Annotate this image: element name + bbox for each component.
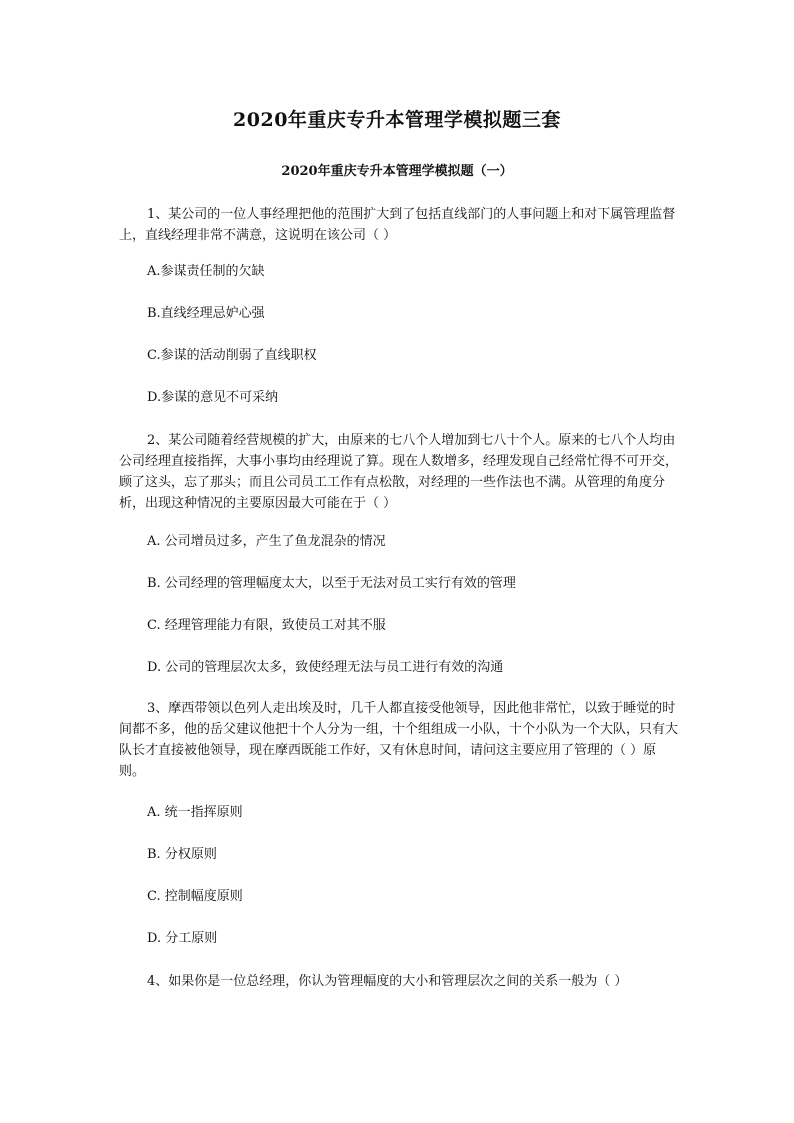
question-3-option-b: B. 分权原则: [147, 847, 217, 862]
document-title: 2020年重庆专升本管理学模拟题三套: [233, 109, 561, 131]
question-3-option-a: A. 统一指挥原则: [147, 805, 243, 820]
question-2-option-a: A. 公司增员过多，产生了鱼龙混杂的情况: [147, 534, 386, 549]
question-4: 4、如果你是一位总经理，你认为管理幅度的大小和管理层次之间的关系一般为（ ）: [147, 974, 628, 989]
question-1-option-d: D.参谋的意见不可采纳: [147, 390, 279, 405]
question-3-option-c: C. 控制幅度原则: [147, 889, 243, 904]
section-subtitle: 2020年重庆专升本管理学模拟题（一）: [281, 164, 513, 179]
question-2-option-b: B. 公司经理的管理幅度太大，以至于无法对员工实行有效的管理: [147, 576, 516, 591]
question-2: 2、某公司随着经营规模的扩大，由原来的七八个人增加到七八十个人。原来的七八个人均由公司经理直接指挥，大事小事均由经理说了算。现在人数增多，经理发现自己经常忙得不可开交，顾了这头，忘了那头；而且公司员工工作有点松散，对经理的一些作法也不满。从管理的角度分析，出现这种情况的主要原因最大可能在于（ ）: [119, 433, 679, 511]
question-2-option-d: D. 公司的管理层次太多，致使经理无法与员工进行有效的沟通: [147, 660, 504, 675]
question-2-option-c: C. 经理管理能力有限，致使员工对其不服: [147, 618, 386, 633]
question-3-option-d: D. 分工原则: [147, 931, 218, 946]
question-3: 3、摩西带领以色列人走出埃及时，几千人都直接受他领导，因此他非常忙，以致于睡觉的时间都不多，他的岳父建议他把十个人分为一组，十个组组成一小队，十个小队为一个大队，只有大队长才直接被他领导，现在摩西既能工作好，又有休息时间，请问这主要应用了管理的（ ）原则。: [119, 701, 679, 779]
question-1-option-c: C.参谋的活动削弱了直线职权: [147, 348, 317, 363]
question-1: 1、某公司的一位人事经理把他的范围扩大到了包括直线部门的人事问题上和对下属管理监督上，直线经理非常不满意，这说明在该公司（ ）: [119, 207, 676, 243]
question-1-option-b: B.直线经理忌妒心强: [147, 306, 265, 321]
question-1-option-a: A.参谋责任制的欠缺: [147, 264, 265, 279]
